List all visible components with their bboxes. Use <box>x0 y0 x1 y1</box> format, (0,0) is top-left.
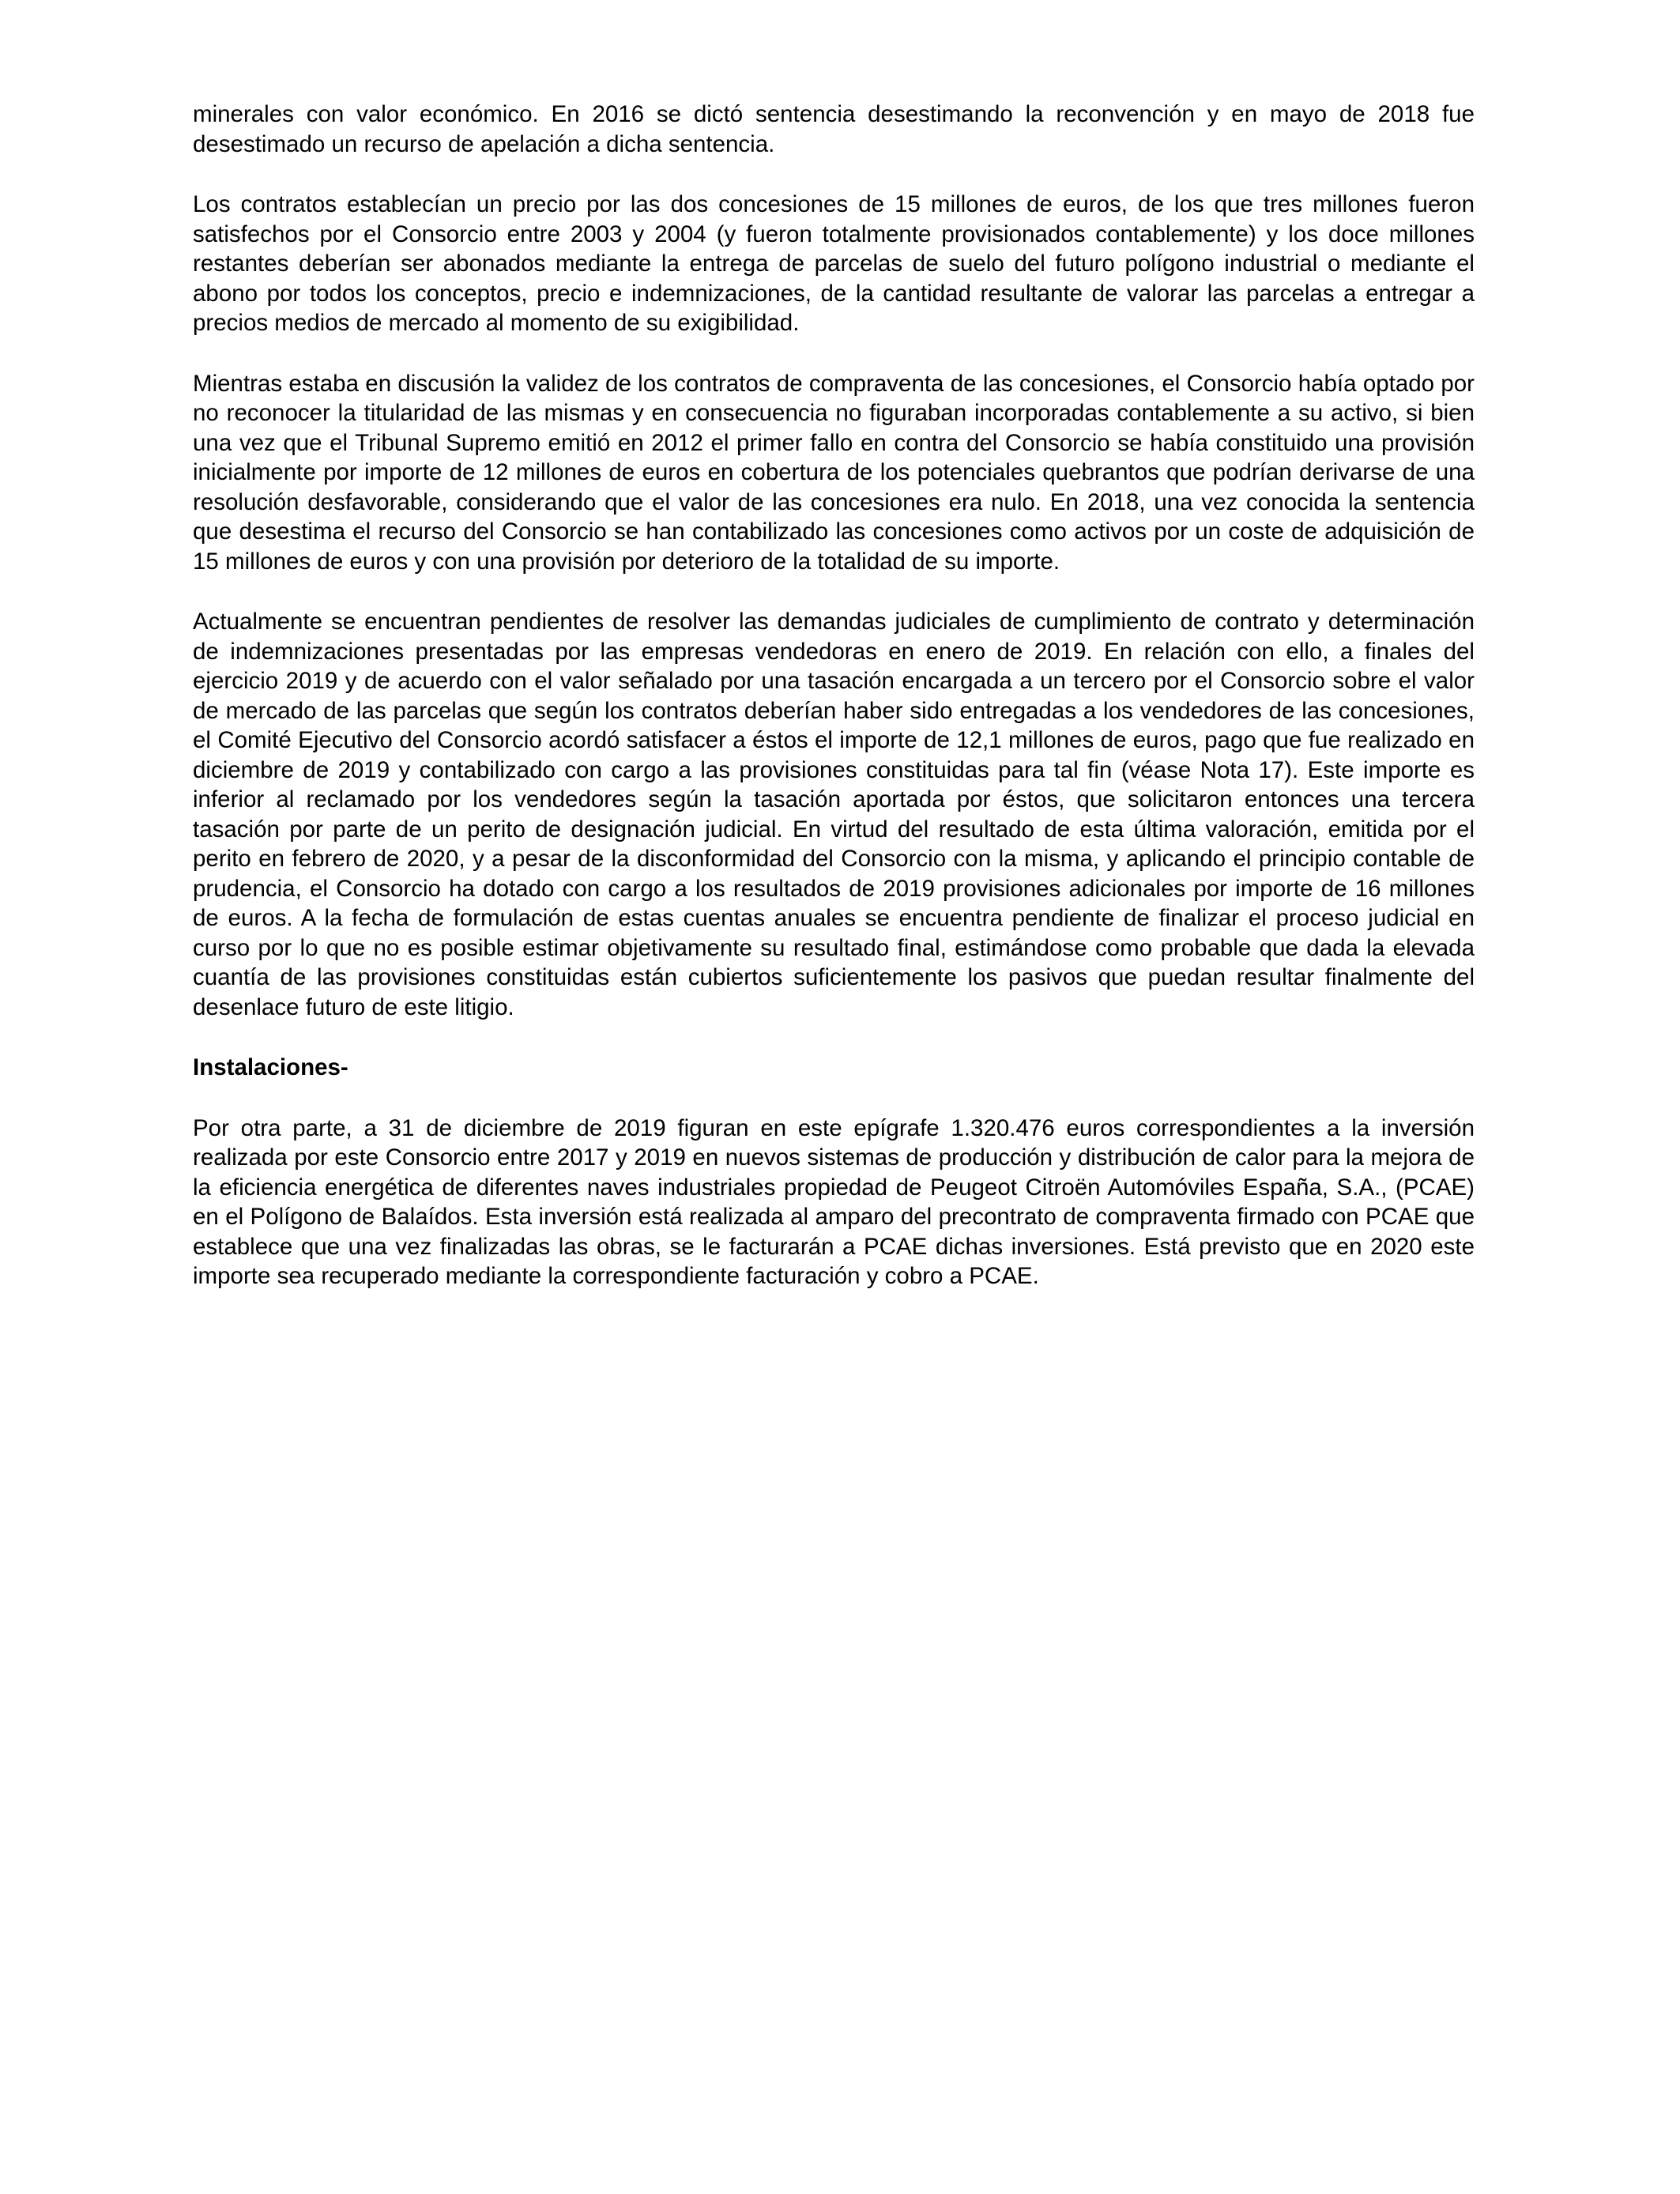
section-heading-instalaciones: Instalaciones- <box>193 1054 348 1080</box>
document-page <box>193 100 1475 1322</box>
paragraph-validez-contratos: Mientras estaba en discusión la validez de los contratos de compraventa de las concesiones, el Consorcio había optado por no reconocer la titularidad de las mismas y en consecuencia no figuraban incorporadas contablemente a su activo, si bien una vez que el Tribunal Supremo emitió en 2012 el primer fallo en contra del Consorcio se había constituido una provisión inicialmente por importe de 12 millones de euros en cobertura de los potenciales quebrantos que podrían derivarse de una resolución desfavorable, considerando que el valor de las concesiones era nulo. En 2018, una vez conocida la sentencia que desestima el recurso del Consorcio se han contabilizado las concesiones como activos por un coste de adquisición de 15 millones de euros y con una provisión por deterioro de la totalidad de su importe. <box>193 370 1475 575</box>
paragraph-instalaciones: Por otra parte, a 31 de diciembre de 2019 figuran en este epígrafe 1.320.476 euros correspondientes a la inversión realizada por este Consorcio entre 2017 y 2019 en nuevos sistemas de producción y distribución de calor para la mejora de la eficiencia energética de diferentes naves industriales propiedad de Peugeot Citroën Automóviles España, S.A., (PCAE) en el Polígono de Balaídos. Esta inversión está realizada al amparo del precontrato de compraventa firmado con PCAE que establece que una vez finalizadas las obras, se le facturarán a PCAE dichas inversiones. Está previsto que en 2020 este importe sea recuperado mediante la correspondiente facturación y cobro a PCAE. <box>193 1114 1475 1289</box>
paragraph-contratos-precio: Los contratos establecían un precio por las dos concesiones de 15 millones de euros, de los que tres millones fueron satisfechos por el Consorcio entre 2003 y 2004 (y fueron totalmente provisionados contablemente) y los doce millones restantes deberían ser abonados mediante la entrega de parcelas de suelo del futuro polígono industrial o mediante el abono por todos los conceptos, precio e indemnizaciones, de la cantidad resultante de valorar las parcelas a entregar a precios medios de mercado al momento de su exigibilidad. <box>193 191 1475 336</box>
paragraph-demandas-judiciales: Actualmente se encuentran pendientes de resolver las demandas judiciales de cumplimiento de contrato y determinación de indemnizaciones presentadas por las empresas vendedoras en enero de 2019. En relación con ello, a finales del ejercicio 2019 y de acuerdo con el valor señalado por una tasación encargada a un tercero por el Consorcio sobre el valor de mercado de las parcelas que según los contratos deberían haber sido entregadas a los vendedores de las concesiones, el Comité Ejecutivo del Consorcio acordó satisfacer a éstos el importe de 12,1 millones de euros, pago que fue realizado en diciembre de 2019 y contabilizado con cargo a las provisiones constituidas para tal fin (véase Nota 17). Este importe es inferior al reclamado por los vendedores según la tasación aportada por éstos, que solicitaron entonces una tercera tasación por parte de un perito de designación judicial. En virtud del resultado de esta última valoración, emitida por el perito en febrero de 2020, y a pesar de la disconformidad del Consorcio con la misma, y aplicando el principio contable de prudencia, el Consorcio ha dotado con cargo a los resultados de 2019 provisiones adicionales por importe de 16 millones de euros. A la fecha de formulación de estas cuentas anuales se encuentra pendiente de finalizar el proceso judicial en curso por lo que no es posible estimar objetivamente su resultado final, estimándose como probable que dada la elevada cuantía de las provisiones constituidas están cubiertos suficientemente los pasivos que puedan resultar finalmente del desenlace futuro de este litigio. <box>193 609 1475 1020</box>
paragraph-minerales: minerales con valor económico. En 2016 se dictó sentencia desestimando la reconvención y en mayo de 2018 fue desestimado un recurso de apelación a dicha sentencia. <box>193 101 1475 157</box>
